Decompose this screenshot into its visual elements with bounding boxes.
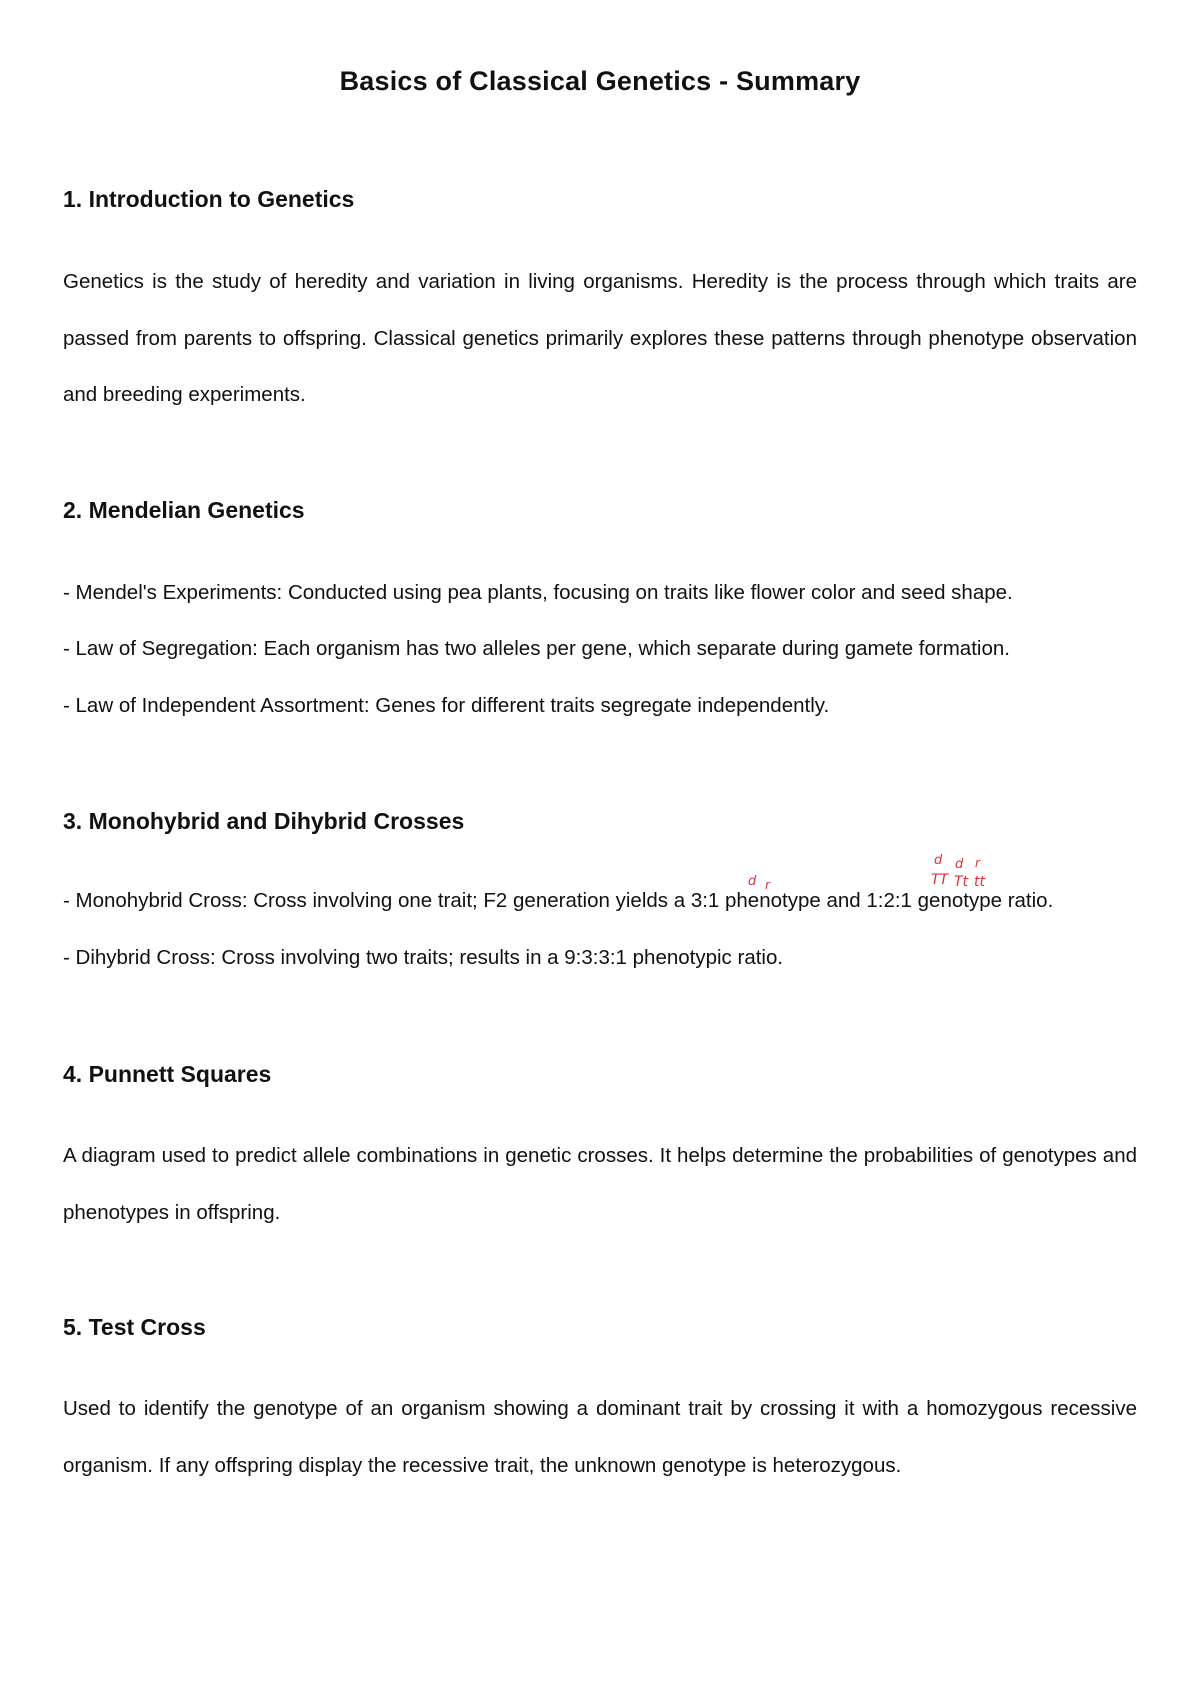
bullet-law-of-independent-assortment: - Law of Independent Assortment: Genes for different traits segregate independently. xyxy=(63,694,830,717)
bullet-law-of-segregation: - Law of Segregation: Each organism has two alleles per gene, which separate during gamete formation. xyxy=(63,637,1010,660)
section-heading-test-cross: 5. Test Cross xyxy=(63,1314,206,1340)
annotation-genotype-bottom-mark: TT xyxy=(931,872,949,888)
document-title: Basics of Classical Genetics - Summary xyxy=(339,66,861,96)
section-paragraph-introduction: Genetics is the study of heredity and variation in living organisms. Heredity is the process through which traits are passed from parents to offspring. Classical genetics primarily explores these patterns through phenotype observation and breeding experiments. xyxy=(63,270,1137,406)
annotation-genotype-top-mark: r xyxy=(975,856,980,870)
annotation-genotype-top-mark: d xyxy=(934,853,943,868)
section-heading-punnett: 4. Punnett Squares xyxy=(63,1061,272,1087)
section-paragraph-punnett: A diagram used to predict allele combinations in genetic crosses. It helps determine the probabilities of genotypes and phenotypes in offspring. xyxy=(63,1144,1137,1224)
annotation-genotype-bottom-mark: tt xyxy=(974,874,985,890)
annotation-genotype-top-mark: d xyxy=(955,857,964,872)
annotation-mono-mark: d xyxy=(748,874,757,889)
annotation-mono-mark: r xyxy=(765,878,770,892)
bullet-dihybrid-cross: - Dihybrid Cross: Cross involving two traits; results in a 9:3:3:1 phenotypic ratio. xyxy=(63,946,784,969)
bullet-mendels-experiments: - Mendel's Experiments: Conducted using pea plants, focusing on traits like flower color and seed shape. xyxy=(63,581,1013,604)
annotation-genotype-bottom-mark: Tt xyxy=(954,874,969,890)
section-heading-mendelian: 2. Mendelian Genetics xyxy=(63,497,305,523)
section-heading-crosses: 3. Monohybrid and Dihybrid Crosses xyxy=(63,808,465,834)
section-paragraph-test-cross: Used to identify the genotype of an organism showing a dominant trait by crossing it with a homozygous recessive organism. If any offspring display the recessive trait, the unknown genotype is heterozygous. xyxy=(63,1397,1137,1477)
bullet-monohybrid-cross: - Monohybrid Cross: Cross involving one trait; F2 generation yields a 3:1 phenotype and 1:2:1 genotype ratio. xyxy=(63,889,1054,912)
section-heading-introduction: 1. Introduction to Genetics xyxy=(63,186,355,212)
